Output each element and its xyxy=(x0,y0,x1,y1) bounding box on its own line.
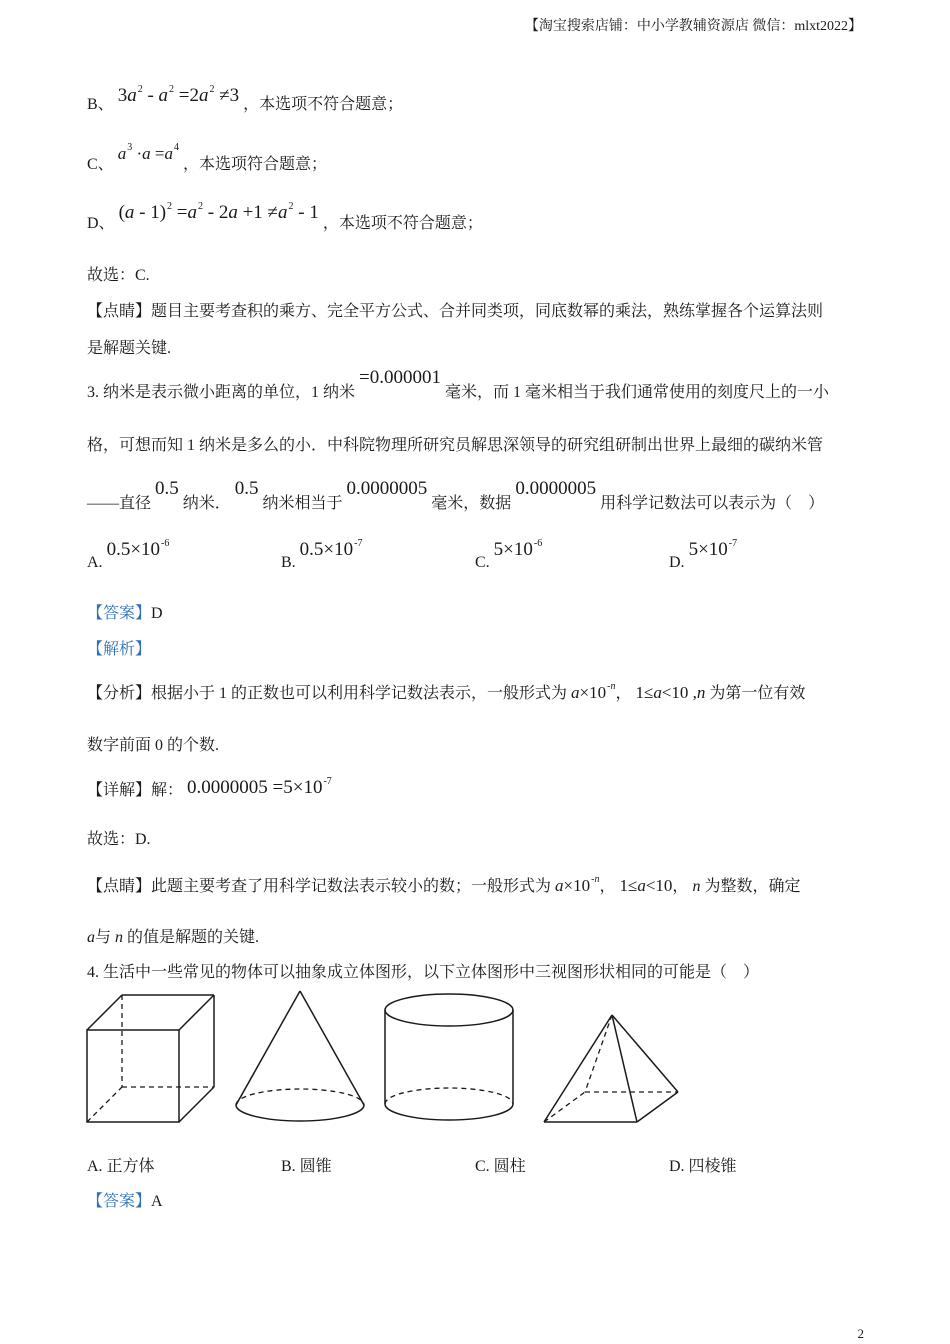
q3-analysis-tag xyxy=(87,636,151,659)
q4-option-d: D. 四棱锥 xyxy=(669,1158,737,1175)
q3-choose: 故选：D. xyxy=(87,831,151,848)
q3-stem-part: 用科学记数法可以表示为（ ） xyxy=(600,495,825,512)
fenxi-comma: ， xyxy=(615,685,632,702)
q3-option-a xyxy=(87,538,169,572)
fenxi-formula-range: 1≤a<10 ,n xyxy=(635,683,706,702)
comment-text: 题目主要考查积的乘方、完全平方公式、合并同类项，同底数幂的乘法，熟练掌握各个运算法则 xyxy=(151,303,824,320)
q4-option-a: A. 正方体 xyxy=(87,1158,155,1175)
option-b-line xyxy=(87,84,403,114)
q3-stem-line3 xyxy=(87,478,824,513)
q3-stem-part: 纳米相当于 xyxy=(262,495,343,512)
option-b-formula: $3a^2 - a^2 =2a^2 \ne 3$ xyxy=(117,84,240,106)
fenxi-text: 根据小于 1 的正数也可以利用科学记数法表示，一般形式为 xyxy=(151,685,568,702)
q3-option-d-label: D. xyxy=(669,554,685,571)
q3-stem-part: ——直径 xyxy=(87,495,152,512)
comment-text: 此题主要考查了用科学记数法表示较小的数；一般形式为 xyxy=(151,878,552,895)
q3-stem-line1 xyxy=(87,367,829,402)
q4-option-c: C. 圆柱 xyxy=(475,1158,526,1175)
analysis-tag: 【解析】 xyxy=(87,641,152,658)
q3-option-d-value: $5\times 10^{-7}$ xyxy=(688,538,738,560)
comment-mid: ， xyxy=(672,878,689,895)
q3-option-a-value: $0.5\times 10^{-6}$ xyxy=(106,538,170,560)
q3-comment-line2 xyxy=(87,924,259,947)
q3-option-c-value: $5\times 10^{-6}$ xyxy=(493,538,543,560)
option-d-verdict: ，本选项不符合题意； xyxy=(322,215,483,232)
q3-comment-line1 xyxy=(87,873,800,896)
q3-answer xyxy=(87,600,163,623)
cube-figure xyxy=(86,993,216,1123)
answer-tag: 【答案】 xyxy=(87,1193,152,1210)
q3-option-b-label: B. xyxy=(281,554,296,571)
q3-option-a-label: A. xyxy=(87,554,103,571)
answer-value: A xyxy=(151,1193,163,1210)
cylinder-figure xyxy=(384,992,516,1124)
comment-var-a: a xyxy=(87,929,95,946)
page-number: 2 xyxy=(857,1326,864,1341)
option-c-label: C、 xyxy=(87,156,114,173)
q3-stem-part: 3. 纳米是表示微小距离的单位，1 纳米 xyxy=(87,384,356,401)
option-c-formula: $a^3 \cdot a =a^4$ xyxy=(117,142,179,163)
comment-formula-range: 1≤a<10 xyxy=(619,876,673,895)
q4-stem: 4. 生活中一些常见的物体可以抽象成立体图形，以下立体图形中三视图形状相同的可能是（ ） xyxy=(87,964,760,981)
comment-tag: 【点睛】 xyxy=(87,878,152,895)
q4-option-b: B. 圆锥 xyxy=(281,1158,332,1175)
comment-and: 与 xyxy=(95,929,112,946)
q3-option-c xyxy=(475,538,542,572)
comment-comma: ， xyxy=(599,878,616,895)
fenxi-formula-form: $a\times 10^{-n}$ xyxy=(571,681,616,702)
q3-fenxi-line2: 数字前面 0 的个数. xyxy=(87,737,220,754)
q3-option-b-value: $0.5\times 10^{-7}$ xyxy=(299,538,363,560)
header-store-info: 【淘宝搜索店铺：中小学教辅资源店 微信：mlxt2022】 xyxy=(524,19,862,34)
q3-detail xyxy=(87,776,332,800)
option-d-label: D、 xyxy=(87,215,115,232)
pyramid-figure xyxy=(542,1013,680,1125)
q3-fenxi-line1 xyxy=(87,680,805,703)
comment-var-n2: n xyxy=(115,929,124,946)
option-b-verdict: ，本选项不符合题意； xyxy=(243,96,404,113)
fenxi-tag: 【分析】 xyxy=(87,685,152,702)
answer-value: D xyxy=(151,605,163,622)
q3-math-diameter: 0.5 xyxy=(155,478,179,499)
q3-option-c-label: C. xyxy=(475,554,490,571)
q3-math-mm: 0.0000005 xyxy=(346,478,428,499)
prev-choose: 故选：C. xyxy=(87,267,150,284)
detail-text: 解： xyxy=(151,782,184,799)
detail-tag: 【详解】 xyxy=(87,782,152,799)
option-d-formula: $(a - 1)^2 =a^2 - 2a +1 \ne a^2 - 1$ xyxy=(118,201,319,223)
answer-tag: 【答案】 xyxy=(87,605,152,622)
prev-comment-line2: 是解题关键. xyxy=(87,340,172,357)
q3-option-d xyxy=(669,538,737,572)
q3-math-diameter2: 0.5 xyxy=(234,478,259,499)
comment-formula-form: $a\times 10^{-n}$ xyxy=(555,874,600,895)
q3-math-nanometer: =0.000001 xyxy=(359,367,441,388)
q4-answer xyxy=(87,1188,163,1211)
option-c-line xyxy=(87,142,327,174)
q3-stem-part: 毫米，而 1 毫米相当于我们通常使用的刻度尺上的一小 xyxy=(444,384,829,401)
comment-var-n: n xyxy=(692,878,701,895)
cone-figure xyxy=(234,989,366,1123)
q3-option-b xyxy=(281,538,362,572)
option-b-label: B、 xyxy=(87,96,114,113)
q3-math-data: 0.0000005 xyxy=(515,478,597,499)
comment-line2-tail: 的值是解题的关键. xyxy=(127,929,260,946)
q3-stem-line2: 格，可想而知 1 纳米是多么的小．中科院物理所研究员解思深领导的研究组研制出世界上最细的碳纳米管 xyxy=(87,437,824,454)
option-d-line xyxy=(87,201,483,233)
comment-tag: 【点睛】 xyxy=(87,303,152,320)
detail-formula: $0.0000005 =5\times 10^{-7}$ xyxy=(187,776,332,798)
fenxi-tail: 为第一位有效 xyxy=(709,685,806,702)
q3-stem-part: 纳米． xyxy=(182,495,231,512)
q3-stem-part: 毫米，数据 xyxy=(431,495,512,512)
prev-comment-line1 xyxy=(87,298,823,321)
comment-tail: 为整数，确定 xyxy=(704,878,801,895)
option-c-verdict: ，本选项符合题意； xyxy=(182,156,327,173)
